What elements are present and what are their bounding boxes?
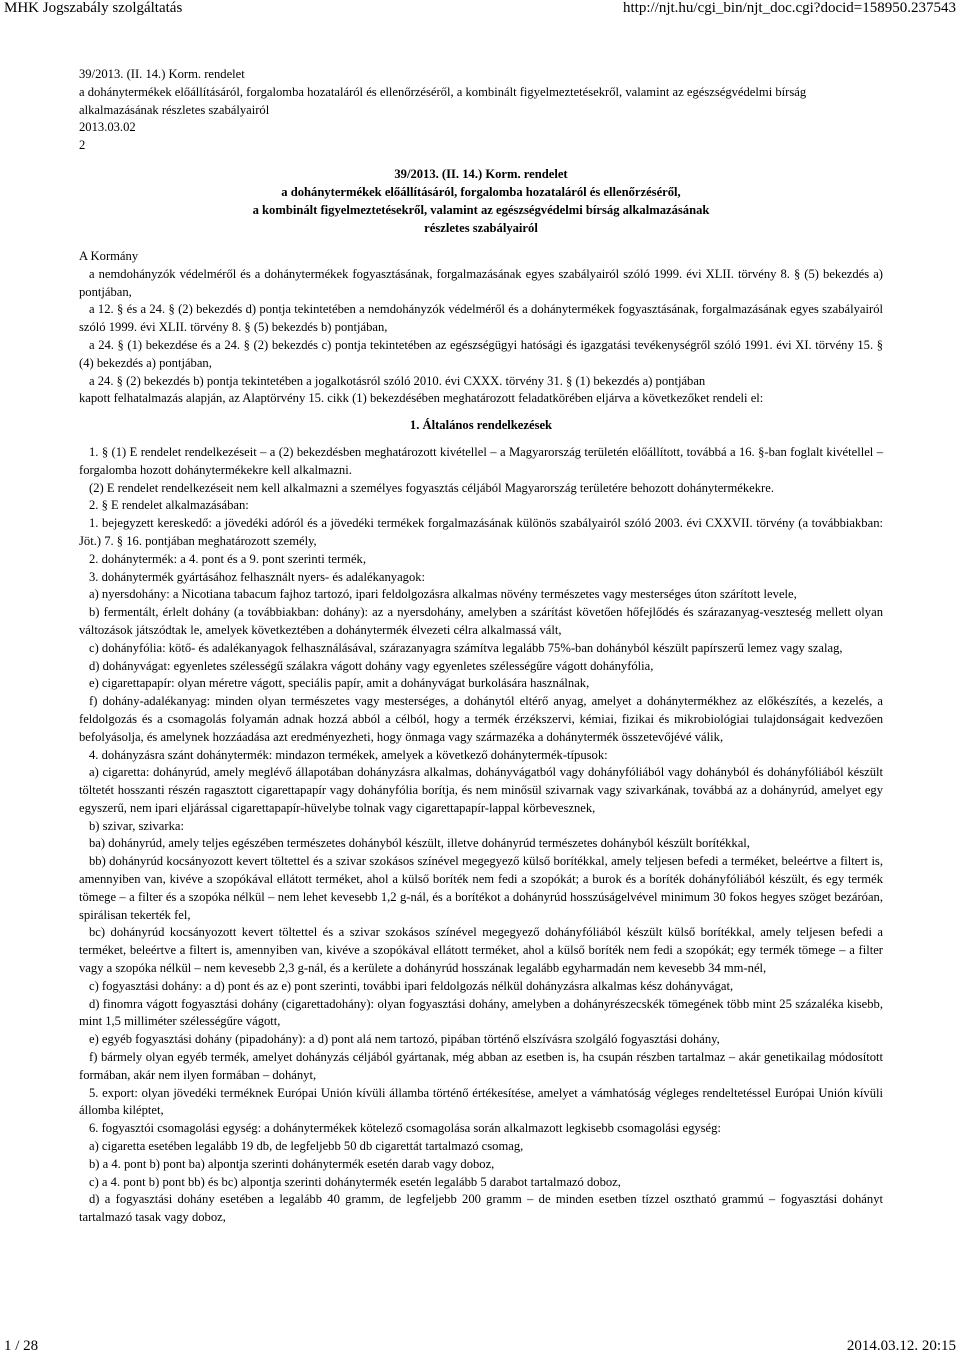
paragraph: e) egyéb fogyasztási dohány (pipadohány): a d) pont alá nem tartozó, pipában történő elszívásra szolgáló fogyasztási dohány,: [89, 1032, 720, 1047]
paragraph: b) a 4. pont b) pont ba) alpontja szerinti dohánytermék esetén darab vagy doboz,: [89, 1156, 495, 1171]
main-title-line4: részletes szabályairól: [424, 220, 538, 235]
preamble-p1: a nemdohányzók védelméről és a dohánytermékek fogyasztásának, forgalmazásának egyes szabályairól szóló 1999. évi XLII. törvény 8. § (5) bekezdés a) pontjában,: [79, 266, 883, 299]
paragraph: c) a 4. pont b) pont bb) és bc) alpontja szerinti dohánytermék esetén legalább 5 darabot tartalmazó doboz,: [89, 1174, 621, 1189]
paragraph: ba) dohányrúd, amely teljes egészében természetes dohányból készült, illetve dohányrúd természetes dohányból készült borítékkal,: [89, 836, 750, 851]
paragraph: b) szivar, szivarka:: [89, 818, 184, 833]
paragraph: f) dohány-adalékanyag: minden olyan természetes vagy mesterséges, a dohánytól eltérő anyag, amelyet a dohánytermékhez az előkészítés, a kezelés, a feldolgozás és a csomagolás folyamán adnak hozzá abból a célból, hogy a termék érzékszervi, kémiai, fizikai és mikrobiológiai tulajdonságait kedvezően befolyásolja, és amelynek hozzáadása azt eredményezheti, hogy önmaga vagy származéka a dohánytermék összetevőjévé válik,: [79, 694, 883, 744]
paragraph: d) dohányvágat: egyenletes szélességű szálakra vágott dohány vagy egyenletes szélességűre vágott dohányfólia,: [89, 658, 654, 673]
preamble-p5: kapott felhatalmazás alapján, az Alaptörvény 15. cikk (1) bekezdésében meghatározott feladatkörében eljárva a következőket rendeli el:: [79, 391, 764, 406]
main-title-line2: a dohánytermékek előállításáról, forgalomba hozataláról és ellenőrzéséről,: [281, 184, 681, 199]
top-date: 2013.03.02: [79, 120, 136, 135]
paragraph: b) fermentált, érlelt dohány (a továbbiakban: dohány): az a nyersdohány, amelyben a szárítást követően hőfejlődés és szárazanyag-veszteség mellett olyan változások játszódtak le, amelyek következtében a dohánytermék élvezeti célra alkalmassá vált,: [79, 605, 883, 637]
top-number: 2: [79, 138, 86, 153]
header-site-name: MHK Jogszabály szolgáltatás: [4, 0, 183, 16]
paragraph: a) cigaretta esetében legalább 19 db, de legfeljebb 50 db cigarettát tartalmazó csomag,: [89, 1139, 524, 1154]
paragraph: d) finomra vágott fogyasztási dohány (cigarettadohány): olyan fogyasztási dohány, amelyben a dohányrészecskék tömegének több mint 25 százaléka kisebb, mint 1,5 milliméter szélességűre vágott,: [79, 996, 883, 1029]
header-url: http://njt.hu/cgi_bin/njt_doc.cgi?docid=158950.237543: [622, 0, 956, 16]
paragraph: 2. § E rendelet alkalmazásában:: [89, 498, 249, 513]
paragraph: bb) dohányrúd kocsányozott kevert töltettel és a szivar szokásos színével megegyező külső borítékkal, amely teljesen befedi a terméket, beleértve a filtert is, amennyiben van, kivéve a szopókával ellátott terméket, ahol a külső boríték nem fedi a szopókát; a burok és a boríték dohányfóliából készült, és egy termék tömege – a filter és a szopóka nélkül – nem lehet kevesebb 1,2 g-nál, és a borítékot a dohányrúd hosszúságelvével minimum 30 fokos hegyes szöget bezáróan, spirálisan tekerték fel,: [79, 854, 883, 922]
paragraph: (2) E rendelet rendelkezéseit nem kell alkalmazni a személyes fogyasztás céljából Magyarország területére behozott dohánytermékekre.: [89, 480, 774, 495]
paragraph: d) a fogyasztási dohány esetében a legalább 40 gramm, de legfeljebb 200 gramm – de minden esetben tízzel osztható grammú – fogyasztási dohányt tartalmazó tasak vagy doboz,: [79, 1192, 883, 1225]
section-title: 1. Általános rendelkezések: [409, 418, 553, 433]
paragraph: 5. export: olyan jövedéki terméknek Európai Unión kívüli államba történő értékesítése, amelyet a vámhatóság végleges rendeltetéssel Európai Unión kívüli állomba kiléptet,: [79, 1085, 883, 1118]
paragraph: e) cigarettapapír: olyan méretre vágott, speciális papír, amit a dohányvágat burkolására használnak,: [89, 676, 590, 691]
paragraph: a) cigaretta: dohányrúd, amely meglévő állapotában dohányzásra alkalmas, dohányvágatból vagy dohányfóliából vagy dohányból és dohányfóliából készült töltetét hosszanti részén ragasztott cigarettapapír vagy dohányfólia borítja, és nem minősül szivarnak vagy szivarkának, továbbá az a dohányrúd, amelyet egy egyszerű, nem ipari eljárással cigarettapapír-hüvelybe tolnak vagy cigarettapapír-lappal körbevesznek,: [79, 765, 883, 815]
preamble-p3: a 24. § (1) bekezdése és a 24. § (2) bekezdés c) pontja tekintetében az egészségügyi hatósági és igazgatási tevékenységről szóló 1991. évi XI. törvény 15. § (4) bekezdés a) pontjában,: [79, 337, 883, 370]
footer-page-number: 1 / 28: [4, 1338, 39, 1354]
paragraph: bc) dohányrúd kocsányozott kevert töltettel és a szivar szokásos színével megegyező dohányfóliából készült külső borítékkal, amely teljesen befedi a terméket, beleértve a filtert is, amennyiben van, kivéve a szopókával ellátott terméket, ahol a külső boríték nem fedi a szopókát; egy termék tömege – a filter vagy a szopóka nélkül – nem kevesebb 2,3 g-nál, és a kerülete a dohányrúd hosszának legalább egyharmadán nem kevesebb 34 mm-nél,: [79, 925, 883, 976]
paragraph: c) dohányfólia: kötő- és adalékanyagok felhasználásával, szárazanyagra számítva legalább 75%-ban dohányból készült papírszerű lemez vagy szalag,: [89, 640, 843, 655]
top-title: 39/2013. (II. 14.) Korm. rendelet: [79, 67, 245, 81]
document-content: [79, 66, 883, 1227]
main-title: 39/2013. (II. 14.) Korm. rendelet: [394, 166, 568, 181]
preamble-p4: a 24. § (2) bekezdés b) pontja tekintetében a jogalkotásról szóló 2010. évi CXXX. törvény 31. § (1) bekezdés a) pontjában: [89, 373, 706, 388]
paragraph: 1. § (1) E rendelet rendelkezéseit – a (2) bekezdésben meghatározott kivétellel – a Magyarország területén előállított, továbbá a 16. §-ban foglalt kivétellel – forgalomba hozott dohánytermékekre kell alkalmazni.: [79, 444, 883, 477]
paragraph: 6. fogyasztói csomagolási egység: a dohánytermékek kötelező csomagolása során alkalmazott legkisebb csomagolási egység:: [89, 1121, 721, 1136]
top-subtitle: a dohánytermékek előállításáról, forgalomba hozataláról és ellenőrzéséről, a kombinált figyelmeztetésekről, valamint az egészségvédelmi bírság alkalmazásának részletes szabályairól: [79, 84, 807, 117]
main-title-line3: a kombinált figyelmeztetésekről, valamint az egészségvédelmi bírság alkalmazásának: [252, 202, 710, 217]
main-title-block: [79, 165, 883, 237]
paragraph: 3. dohánytermék gyártásához felhasznált nyers- és adalékanyagok:: [89, 569, 426, 584]
paragraph: 1. bejegyzett kereskedő: a jövedéki adóról és a jövedéki termékek forgalmazásának különös szabályairól szóló 2003. évi CXXVII. törvény (a továbbiakban: Jöt.) 7. § 16. pontjában meghatározott személy,: [79, 516, 883, 548]
paragraph: 2. dohánytermék: a 4. pont és a 9. pont szerinti termék,: [89, 551, 366, 566]
preamble-p2: a 12. § és a 24. § (2) bekezdés d) pontja tekintetében a nemdohányzók védelméről és a dohánytermékek fogyasztásának, forgalmazásának egyes szabályairól szóló 1999. évi XLII. törvény 8. § (5) bekezdés b) pontjában,: [79, 302, 883, 335]
paragraph: 4. dohányzásra szánt dohánytermék: mindazon termékek, amelyek a következő dohánytermék-típusok:: [89, 747, 608, 762]
paragraph: f) bármely olyan egyéb termék, amelyet dohányzás céljából gyártanak, még abban az esetben is, ha csupán részben tartalmaz – akár genetikailag módosított formában, akár nem ilyen formában – dohányt,: [79, 1050, 883, 1082]
top-title-block: [79, 66, 883, 155]
paragraph: a) nyersdohány: a Nicotiana tabacum fajhoz tartozó, ipari feldolgozásra alkalmas növény természetes vagy mesterséges úton szárított levele,: [89, 587, 797, 602]
paragraph: c) fogyasztási dohány: a d) pont és az e) pont szerinti, további ipari feldolgozás nélkül dohányzásra alkalmas kész dohányvágat,: [89, 978, 734, 993]
footer-timestamp: 2014.03.12. 20:15: [846, 1338, 956, 1354]
preamble-kormany: A Kormány: [79, 248, 139, 263]
paragraph-list: [79, 444, 883, 1227]
